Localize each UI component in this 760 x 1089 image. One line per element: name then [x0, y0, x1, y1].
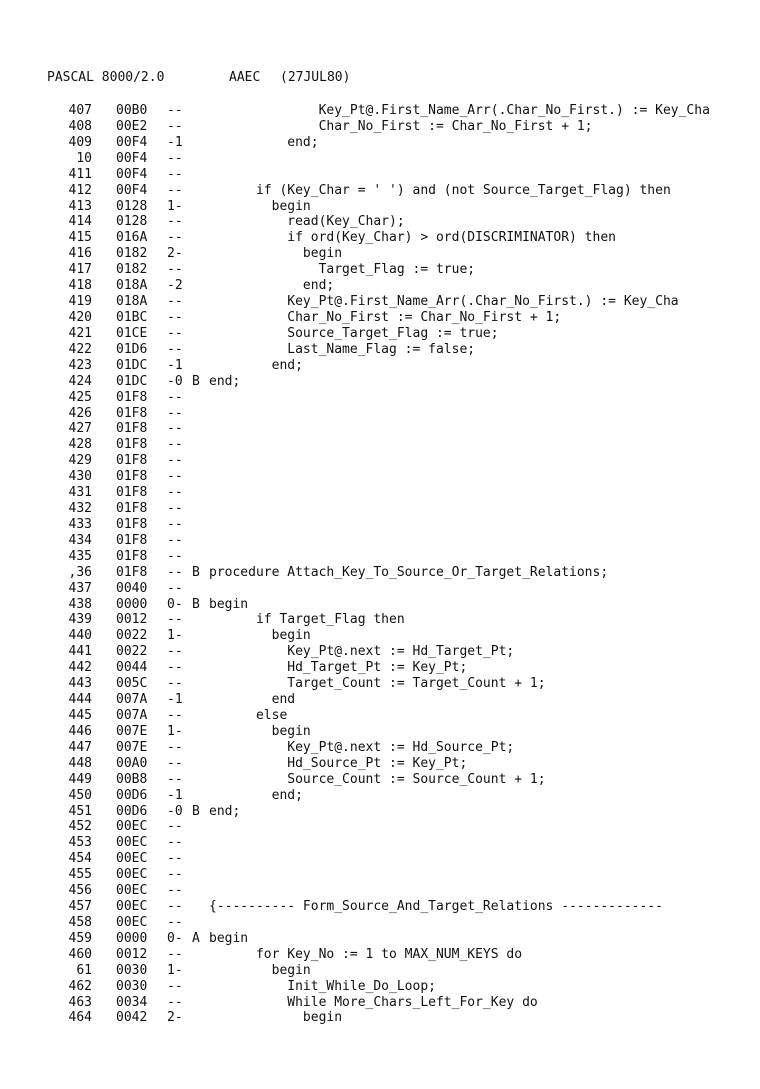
code-offset: 0030 [116, 962, 148, 978]
source-text: Hd_Source_Pt := Key_Pt; [209, 755, 468, 771]
listing-line [0, 310, 760, 326]
listing-line [0, 692, 760, 708]
source-text: Key_Pt@.First_Name_Arr(.Char_No_First.) := Key_Cha [209, 294, 679, 309]
source-text: for Key_No := 1 to MAX_NUM_KEYS do [209, 946, 523, 962]
line-number: 408 [68, 118, 92, 134]
nesting-level: -- [167, 708, 183, 723]
nesting-level: -- [167, 118, 183, 134]
nesting-level: -- [167, 532, 183, 548]
listing-line [0, 581, 760, 597]
listing-line [0, 453, 760, 469]
listing-line [0, 151, 760, 167]
line-number: 460 [68, 946, 92, 962]
nesting-level: -- [167, 564, 183, 580]
block-marker: B [192, 373, 200, 389]
line-number: 420 [68, 310, 92, 325]
nesting-level: -1 [167, 692, 183, 707]
line-number: 10 [76, 150, 92, 166]
listing-line [0, 262, 760, 278]
source-text: Last_Name_Flag := false; [209, 341, 476, 357]
nesting-level: -2 [167, 278, 183, 294]
code-offset: 01DC [116, 373, 148, 389]
listing-line [0, 708, 760, 724]
code-offset: 01F8 [116, 548, 148, 564]
listing-line [0, 867, 760, 883]
nesting-level: -- [167, 771, 183, 787]
code-offset: 0012 [116, 946, 148, 962]
line-number: 409 [68, 134, 92, 150]
code-offset: 0128 [116, 214, 148, 230]
line-number: 444 [68, 692, 92, 707]
source-text: Target_Flag := true; [209, 262, 476, 278]
listing-line [0, 278, 760, 294]
line-number: 464 [68, 1010, 92, 1026]
listing-line [0, 819, 760, 835]
line-number: 443 [68, 676, 92, 692]
source-text: end; [209, 357, 303, 373]
source-text: Source_Count := Source_Count + 1; [209, 771, 546, 787]
listing-line [0, 963, 760, 979]
source-text: begin [209, 596, 249, 612]
line-number: 449 [68, 771, 92, 787]
nesting-level: -- [167, 835, 183, 851]
line-number: 455 [68, 867, 92, 883]
line-number: 425 [68, 389, 92, 405]
listing-line [0, 374, 760, 390]
listing-line [0, 597, 760, 613]
line-number: 447 [68, 739, 92, 755]
line-number: 419 [68, 294, 92, 309]
nesting-level: -- [167, 103, 183, 118]
code-offset: 00D6 [116, 787, 148, 803]
line-number: 435 [68, 548, 92, 564]
code-offset: 0012 [116, 612, 148, 628]
line-number: 411 [68, 166, 92, 182]
code-offset: 016A [116, 230, 148, 246]
code-offset: 00A0 [116, 755, 148, 771]
code-offset: 01F8 [116, 421, 148, 437]
line-number: 418 [68, 278, 92, 294]
source-text: {---------- Form_Source_And_Target_Relations ------------- [209, 899, 663, 914]
line-number: 433 [68, 516, 92, 532]
nesting-level: -- [167, 310, 183, 325]
code-offset: 007E [116, 723, 148, 739]
source-text: begin [209, 198, 311, 214]
source-text: begin [209, 930, 249, 946]
code-offset: 01F8 [116, 516, 148, 532]
listing-line [0, 135, 760, 151]
source-text: end; [209, 787, 303, 803]
source-text: end; [209, 373, 241, 389]
line-number: 416 [68, 246, 92, 262]
listing-line [0, 660, 760, 676]
nesting-level: -- [167, 182, 183, 198]
code-offset: 00F4 [116, 166, 148, 182]
nesting-level: -- [167, 166, 183, 182]
source-text: Target_Count := Target_Count + 1; [209, 676, 546, 692]
nesting-level: -- [167, 548, 183, 564]
code-offset: 01DC [116, 357, 148, 373]
listing-line [0, 883, 760, 899]
nesting-level: -- [167, 946, 183, 962]
line-number: 454 [68, 851, 92, 867]
nesting-level: 1- [167, 962, 183, 978]
code-offset: 01BC [116, 310, 148, 325]
nesting-level: -- [167, 516, 183, 532]
nesting-level: -- [167, 660, 183, 676]
compiler-name: PASCAL 8000/2.0 [47, 70, 165, 85]
source-text: begin [209, 1010, 343, 1026]
nesting-level: 1- [167, 628, 183, 644]
source-text: if (Key_Char = ' ') and (not Source_Target_Flag) then [209, 182, 671, 198]
code-offset: 0182 [116, 246, 148, 262]
source-text: end; [209, 803, 241, 819]
line-number: ,36 [68, 564, 92, 580]
listing-line [0, 533, 760, 549]
code-offset: 018A [116, 294, 148, 309]
nesting-level: -- [167, 437, 183, 453]
nesting-level: -- [167, 899, 183, 914]
source-text: Char_No_First := Char_No_First + 1; [209, 118, 593, 134]
line-number: 421 [68, 325, 92, 341]
nesting-level: -- [167, 612, 183, 628]
code-offset: 01F8 [116, 453, 148, 469]
listing-line [0, 979, 760, 995]
nesting-level: -- [167, 230, 183, 246]
nesting-level: -- [167, 469, 183, 485]
code-offset: 01F8 [116, 469, 148, 485]
source-text: Hd_Target_Pt := Key_Pt; [209, 660, 468, 676]
nesting-level: -- [167, 644, 183, 660]
line-number: 448 [68, 755, 92, 771]
code-offset: 0044 [116, 660, 148, 676]
line-number: 415 [68, 230, 92, 246]
listing-line [0, 119, 760, 135]
listing-line [0, 246, 760, 262]
line-number: 437 [68, 580, 92, 596]
line-number: 426 [68, 405, 92, 421]
block-marker: B [192, 564, 200, 580]
listing-line [0, 676, 760, 692]
listing-line [0, 915, 760, 931]
code-offset: 018A [116, 278, 148, 294]
listing-line [0, 390, 760, 406]
code-offset: 007A [116, 708, 148, 723]
nesting-level: -- [167, 978, 183, 994]
nesting-level: -- [167, 755, 183, 771]
source-text: read(Key_Char); [209, 214, 405, 230]
listing-line [0, 947, 760, 963]
nesting-level: -- [167, 819, 183, 835]
listing-line [0, 469, 760, 485]
line-number: 429 [68, 453, 92, 469]
source-text: Source_Target_Flag := true; [209, 325, 499, 341]
block-marker: B [192, 596, 200, 612]
source-text: procedure Attach_Key_To_Source_Or_Target_Relations; [209, 564, 609, 580]
nesting-level: -- [167, 262, 183, 278]
listing-line [0, 628, 760, 644]
code-offset: 00EC [116, 851, 148, 867]
code-offset: 0022 [116, 628, 148, 644]
line-number: 456 [68, 883, 92, 899]
code-offset: 007A [116, 692, 148, 707]
source-text: Char_No_First := Char_No_First + 1; [209, 310, 562, 325]
source-text: begin [209, 246, 343, 262]
line-number: 422 [68, 341, 92, 357]
nesting-level: -- [167, 453, 183, 469]
line-number: 413 [68, 198, 92, 214]
code-offset: 01F8 [116, 389, 148, 405]
line-number: 428 [68, 437, 92, 453]
listing-line [0, 230, 760, 246]
code-offset: 007E [116, 739, 148, 755]
line-number: 453 [68, 835, 92, 851]
listing-line [0, 804, 760, 820]
block-marker: B [192, 803, 200, 819]
source-text: begin [209, 962, 311, 978]
listing-line [0, 294, 760, 310]
listing-line [0, 772, 760, 788]
nesting-level: 1- [167, 723, 183, 739]
listing-line [0, 342, 760, 358]
nesting-level: -- [167, 341, 183, 357]
nesting-level: -- [167, 501, 183, 516]
listing-line [0, 485, 760, 501]
line-number: 462 [68, 978, 92, 994]
code-offset: 00EC [116, 819, 148, 835]
listing-line [0, 183, 760, 199]
nesting-level: -- [167, 485, 183, 501]
nesting-level: -- [167, 421, 183, 437]
code-offset: 00F4 [116, 182, 148, 198]
nesting-level: -- [167, 883, 183, 899]
listing-line [0, 724, 760, 740]
source-text: begin [209, 723, 311, 739]
nesting-level: -- [167, 676, 183, 692]
listing-line [0, 788, 760, 804]
code-offset: 01F8 [116, 501, 148, 516]
line-number: 439 [68, 612, 92, 628]
nesting-level: -- [167, 325, 183, 341]
source-text: if Target_Flag then [209, 612, 405, 628]
nesting-level: -- [167, 914, 183, 930]
source-text: end; [209, 134, 319, 150]
line-number: 423 [68, 357, 92, 373]
line-number: 446 [68, 723, 92, 739]
line-number: 427 [68, 421, 92, 437]
line-number: 442 [68, 660, 92, 676]
source-text: if ord(Key_Char) > ord(DISCRIMINATOR) then [209, 230, 616, 246]
code-offset: 00B0 [116, 103, 148, 118]
source-text: end; [209, 278, 335, 294]
code-offset: 00EC [116, 835, 148, 851]
source-text: Key_Pt@.First_Name_Arr(.Char_No_First.) := Key_Cha [209, 103, 710, 118]
source-text: begin [209, 628, 311, 644]
listing-line [0, 358, 760, 374]
nesting-level: 2- [167, 1010, 183, 1026]
nesting-level: 1- [167, 198, 183, 214]
nesting-level: 0- [167, 596, 183, 612]
line-number: 441 [68, 644, 92, 660]
nesting-level: -- [167, 294, 183, 309]
listing-line [0, 214, 760, 230]
nesting-level: -- [167, 867, 183, 883]
listing-line [0, 995, 760, 1011]
line-number: 412 [68, 182, 92, 198]
line-number: 457 [68, 899, 92, 914]
code-offset: 00F4 [116, 150, 148, 166]
nesting-level: 2- [167, 246, 183, 262]
listing-line [0, 565, 760, 581]
line-number: 407 [68, 103, 92, 118]
source-text: end [209, 692, 296, 707]
listing-line [0, 740, 760, 756]
line-number: 431 [68, 485, 92, 501]
code-offset: 0030 [116, 978, 148, 994]
compile-date: (27JUL80) [280, 70, 351, 85]
listing-line [0, 421, 760, 437]
line-number: 440 [68, 628, 92, 644]
nesting-level: -- [167, 739, 183, 755]
code-offset: 01F8 [116, 485, 148, 501]
listing-line [0, 437, 760, 453]
code-offset: 0000 [116, 930, 148, 946]
listing-line [0, 1010, 760, 1026]
nesting-level: -0 [167, 373, 183, 389]
code-offset: 0128 [116, 198, 148, 214]
nesting-level: -1 [167, 134, 183, 150]
line-number: 417 [68, 262, 92, 278]
nesting-level: -- [167, 214, 183, 230]
source-text: While More_Chars_Left_For_Key do [209, 994, 538, 1010]
listing-line [0, 756, 760, 772]
code-offset: 0040 [116, 580, 148, 596]
nesting-level: 0- [167, 930, 183, 946]
line-number: 432 [68, 501, 92, 516]
code-offset: 0042 [116, 1010, 148, 1026]
organization: AAEC [229, 70, 261, 85]
listing-line [0, 549, 760, 565]
nesting-level: -1 [167, 357, 183, 373]
source-text: else [209, 708, 288, 723]
source-text: Init_While_Do_Loop; [209, 978, 436, 994]
listing-line [0, 501, 760, 517]
line-number: 451 [68, 803, 92, 819]
line-number: 445 [68, 708, 92, 723]
code-offset: 0182 [116, 262, 148, 278]
nesting-level: -- [167, 994, 183, 1010]
code-offset: 0034 [116, 994, 148, 1010]
code-offset: 00EC [116, 867, 148, 883]
code-offset: 00F4 [116, 134, 148, 150]
code-offset: 00D6 [116, 803, 148, 819]
code-offset: 01F8 [116, 564, 148, 580]
code-offset: 0022 [116, 644, 148, 660]
listing-line [0, 199, 760, 215]
code-offset: 00EC [116, 899, 148, 914]
nesting-level: -- [167, 405, 183, 421]
listing-line [0, 835, 760, 851]
source-text: Key_Pt@.next := Hd_Source_Pt; [209, 739, 515, 755]
code-offset: 01F8 [116, 437, 148, 453]
nesting-level: -1 [167, 787, 183, 803]
listing-line [0, 851, 760, 867]
code-offset: 01D6 [116, 341, 148, 357]
source-text: Key_Pt@.next := Hd_Target_Pt; [209, 644, 515, 660]
line-number: 452 [68, 819, 92, 835]
nesting-level: -- [167, 851, 183, 867]
listing-line [0, 326, 760, 342]
line-number: 450 [68, 787, 92, 803]
line-number: 434 [68, 532, 92, 548]
code-offset: 00E2 [116, 118, 148, 134]
code-offset: 01F8 [116, 405, 148, 421]
line-number: 414 [68, 214, 92, 230]
listing-line [0, 644, 760, 660]
code-offset: 00EC [116, 883, 148, 899]
nesting-level: -- [167, 580, 183, 596]
nesting-level: -- [167, 150, 183, 166]
nesting-level: -0 [167, 803, 183, 819]
listing-line [0, 103, 760, 119]
code-offset: 01CE [116, 325, 148, 341]
line-number: 459 [68, 930, 92, 946]
code-offset: 01F8 [116, 532, 148, 548]
code-offset: 0000 [116, 596, 148, 612]
code-offset: 00EC [116, 914, 148, 930]
listing-line [0, 406, 760, 422]
code-offset: 00B8 [116, 771, 148, 787]
listing-line [0, 899, 760, 915]
block-marker: A [192, 930, 200, 946]
listing-line [0, 612, 760, 628]
line-number: 463 [68, 994, 92, 1010]
line-number: 424 [68, 373, 92, 389]
line-number: 430 [68, 469, 92, 485]
line-number: 458 [68, 914, 92, 930]
nesting-level: -- [167, 389, 183, 405]
listing-line [0, 517, 760, 533]
code-offset: 005C [116, 676, 148, 692]
listing-line [0, 931, 760, 947]
line-number: 61 [76, 962, 92, 978]
line-number: 438 [68, 596, 92, 612]
listing-line [0, 167, 760, 183]
